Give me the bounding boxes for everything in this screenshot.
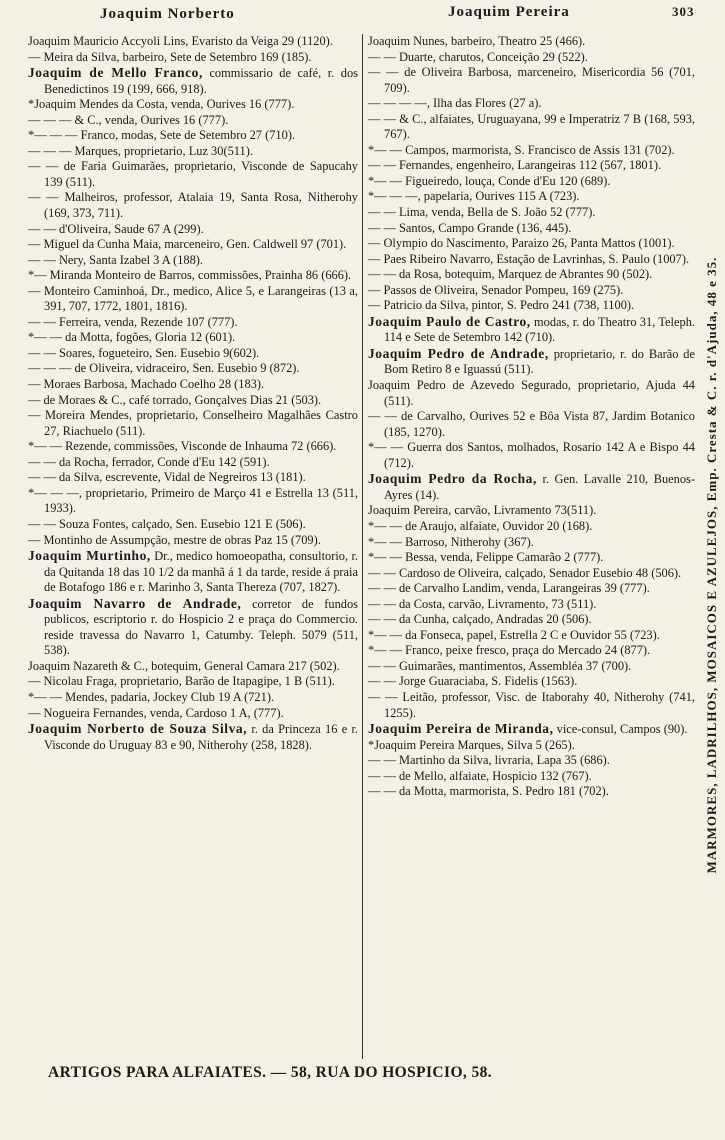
directory-entry <box>368 784 695 800</box>
directory-entry <box>368 721 695 738</box>
entry-text: — — de Carvalho Landim, venda, Larangeiras 39 (777). <box>368 581 650 596</box>
entry-text: *— — —, papelaria, Ourives 115 A (723). <box>368 189 580 204</box>
entry-text: — Patricio da Silva, pintor, S. Pedro 241 (738, 1100). <box>368 298 635 313</box>
entry-text: proprietario, r. do Barão de Bom Retiro 8 e Iguassú (511). <box>384 346 695 377</box>
entry-text: — — — de Oliveira, vidraceiro, Sen. Eusebio 9 (872). <box>28 361 300 376</box>
entry-text: — Montinho de Assumpção, mestre de obras Paz 15 (709). <box>28 532 321 547</box>
directory-entry <box>368 566 695 582</box>
entry-text: — — da Costa, carvão, Livramento, 73 (511). <box>368 596 597 611</box>
column-divider <box>362 34 363 1059</box>
directory-entry <box>28 706 358 722</box>
entry-text: Joaquim Pereira, carvão, Livramento 73(511). <box>368 503 597 518</box>
directory-entry <box>368 283 695 299</box>
entry-text: — Miguel da Cunha Maia, marceneiro, Gen. Caldwell 97 (701). <box>28 237 347 252</box>
left-column <box>28 34 358 1059</box>
directory-entry <box>28 346 358 362</box>
directory-entry <box>28 253 358 269</box>
entry-text: — Paes Ribeiro Navarro, Estação de Lavrinhas, S. Paulo (1007). <box>368 251 690 266</box>
entry-text: *— — de Araujo, alfaiate, Ouvidor 20 (168). <box>368 518 593 533</box>
directory-entry <box>368 143 695 159</box>
directory-entry <box>28 439 358 455</box>
entry-text: Joaquim Nunes, barbeiro, Theatro 25 (466). <box>368 34 586 48</box>
header-left: Joaquim Norberto <box>100 6 235 22</box>
directory-entry <box>368 409 695 440</box>
directory-entry <box>28 361 358 377</box>
directory-entry <box>28 408 358 439</box>
entry-text: — Moreira Mendes, proprietario, Conselheiro Magalhães Castro 27, Riachuelo (511). <box>28 408 358 438</box>
directory-entry <box>28 330 358 346</box>
entry-text: *— — Bessa, venda, Felippe Camarão 2 (777). <box>368 550 604 565</box>
entry-text: Joaquim Pedro de Azevedo Segurado, proprietario, Ajuda 44 (511). <box>368 378 695 408</box>
entry-text: — Moraes Barbosa, Machado Coelho 28 (183). <box>28 377 265 392</box>
entry-name: Joaquim Navarro de Andrade, <box>28 595 242 611</box>
entry-text: — — da Silva, escrevente, Vidal de Negreiros 13 (181). <box>28 470 306 485</box>
directory-entry <box>28 50 358 66</box>
entry-text: — — de Carvalho, Ourives 52 e Bôa Vista 87, Jardim Botanico (185, 1270). <box>368 409 695 439</box>
directory-entry <box>28 674 358 690</box>
entry-text: *— — da Motta, fogões, Gloria 12 (601). <box>28 330 236 345</box>
directory-entry <box>368 236 695 252</box>
entry-text: Dr., medico homoeopatha, consultorio, r. da Quitanda 18 das 10 1/2 da manhã á 1 da tarde, reside á praia de Botafogo 186 e r. Marinho 3, Santa Thereza (707, 1827). <box>44 549 358 595</box>
directory-entry <box>368 174 695 190</box>
entry-text: — — Santos, Campo Grande (136, 445). <box>368 220 572 235</box>
side-advertisement <box>701 40 723 1090</box>
entry-text: — — Nery, Santa Izabel 3 A (188). <box>28 252 204 267</box>
directory-entry <box>28 690 358 706</box>
entry-text: — Monteiro Caminhoá, Dr., medico, Alice 5, e Larangeiras (13 a, 391, 707, 1772, 1801, 1816). <box>28 283 358 314</box>
directory-entry <box>28 721 358 753</box>
directory-entry <box>28 128 358 144</box>
directory-entry <box>28 517 358 533</box>
entry-name: Joaquim Pedro da Rocha, <box>368 471 537 487</box>
directory-entry <box>368 50 695 66</box>
directory-entry <box>368 769 695 785</box>
entry-text: — Passos de Oliveira, Senador Pompeu, 169 (275). <box>368 282 624 297</box>
entry-text: Joaquim Nazareth & C., botequim, General Camara 217 (502). <box>28 658 340 673</box>
right-column <box>368 34 695 1059</box>
entry-text: *— — — Franco, modas, Sete de Setembro 27 (710). <box>28 128 296 143</box>
directory-entry <box>368 471 695 503</box>
directory-entry <box>368 674 695 690</box>
directory-entry <box>28 268 358 284</box>
entry-text: — — Soares, fogueteiro, Sen. Eusebio 9(602). <box>28 345 260 360</box>
entry-text: *Joaquim Pereira Marques, Silva 5 (265). <box>368 737 575 752</box>
directory-entry <box>368 158 695 174</box>
entry-text: — — Martinho da Silva, livraria, Lapa 35 (686). <box>368 753 610 768</box>
directory-entry <box>28 659 358 675</box>
entry-text: — — — Marques, proprietario, Luz 30(511). <box>28 143 253 158</box>
entry-text: — — d'Oliveira, Saude 67 A (299). <box>28 221 204 236</box>
directory-entry <box>368 252 695 268</box>
entry-text: — — de Faria Guimarães, proprietario, Visconde de Sapucahy 139 (511). <box>28 159 358 189</box>
entry-text: — — Leitão, professor, Visc. de Itaborahy 40, Nitherohy (741, 1255). <box>368 689 695 720</box>
entry-text: — — da Motta, marmorista, S. Pedro 181 (702). <box>368 784 609 799</box>
directory-entry <box>28 144 358 160</box>
entry-text: corretor de fundos publicos, escriptorio r. do Hospicio 2 e praça do Commercio. reside travessa do Navarro 1, Catumby. Teleph. 5079 (511, 538). <box>44 596 358 658</box>
entry-text: — — — —, Ilha das Flores (27 a). <box>368 96 542 111</box>
directory-entry <box>368 112 695 143</box>
directory-entry <box>368 628 695 644</box>
entry-text: *— — Figueiredo, louça, Conde d'Eu 120 (689). <box>368 173 611 188</box>
entry-text: r. Gen. Lavalle 210, Buenos-Ayres (14). <box>384 472 695 502</box>
directory-entry <box>28 222 358 238</box>
entry-text: — — Malheiros, professor, Atalaia 19, Santa Rosa, Nitherohy (169, 373, 711). <box>28 190 358 221</box>
entry-text: *— — Mendes, padaria, Jockey Club 19 A (721). <box>28 689 275 704</box>
directory-entry <box>368 550 695 566</box>
entry-text: — — Duarte, charutos, Conceição 29 (522). <box>368 49 588 64</box>
directory-entry <box>368 189 695 205</box>
entry-text: — — de Mello, alfaiate, Hospicio 132 (767). <box>368 768 592 783</box>
entry-text: — Meira da Silva, barbeiro, Sete de Setembro 169 (185). <box>28 49 312 64</box>
directory-entry <box>28 34 358 50</box>
entry-text: — — da Rocha, ferrador, Conde d'Eu 142 (591). <box>28 454 270 469</box>
entry-text: *— — —, proprietario, Primeiro de Março 41 e Estrella 13 (511, 1933). <box>28 485 358 516</box>
directory-entry <box>28 548 358 596</box>
directory-entry <box>368 221 695 237</box>
directory-entry <box>368 267 695 283</box>
side-ad-text: MARMORES, LADRILHOS, MOSAICOS E AZULEJOS, Emp. Cresta & C. r. d'Ajuda, 48 e 35. <box>704 256 719 874</box>
directory-entry <box>28 237 358 253</box>
directory-entry <box>368 519 695 535</box>
directory-entry <box>368 535 695 551</box>
directory-entry <box>368 581 695 597</box>
entry-text: — — Cardoso de Oliveira, calçado, Senador Eusebio 48 (506). <box>368 565 682 580</box>
directory-entry <box>368 597 695 613</box>
running-header <box>0 0 700 26</box>
entry-name: Joaquim de Mello Franco, <box>28 65 203 81</box>
page-number: 303 <box>672 4 695 19</box>
entry-text: *— Miranda Monteiro de Barros, commissões, Prainha 86 (666). <box>28 268 352 283</box>
directory-entry <box>368 690 695 721</box>
directory-entry <box>28 596 358 659</box>
directory-entry <box>28 486 358 517</box>
directory-entry <box>368 65 695 96</box>
entry-text: — Olympio do Nascimento, Paraizo 26, Panta Mattos (1001). <box>368 236 675 251</box>
entry-text: *Joaquim Mendes da Costa, venda, Ourives 16 (777). <box>28 97 295 112</box>
entry-text: *— — da Fonseca, papel, Estrella 2 C e Ouvidor 55 (723). <box>368 627 660 642</box>
entry-text: *— — Guerra dos Santos, molhados, Rosario 142 A e Bispo 44 (712). <box>368 440 695 470</box>
entry-text: — — da Cunha, calçado, Andradas 20 (506). <box>368 612 592 627</box>
entry-name: Joaquim Pereira de Miranda, <box>368 721 554 737</box>
directory-entry <box>28 190 358 221</box>
entry-name: Joaquim Murtinho, <box>28 548 151 564</box>
directory-entry <box>28 284 358 315</box>
directory-entry <box>28 159 358 190</box>
entry-text: — — & C., alfaiates, Uruguayana, 99 e Imperatriz 7 B (168, 593, 767). <box>368 111 695 142</box>
entry-name: Joaquim Pedro de Andrade, <box>368 345 549 361</box>
directory-entry <box>28 533 358 549</box>
directory-entry <box>368 378 695 409</box>
directory-entry <box>368 738 695 754</box>
entry-text: modas, r. do Theatro 31, Teleph. 114 e Sete de Setembro 142 (710). <box>384 314 695 345</box>
directory-entry <box>368 346 695 378</box>
directory-entry <box>28 315 358 331</box>
entry-text: — — — & C., venda, Ourives 16 (777). <box>28 112 229 127</box>
directory-entry <box>368 298 695 314</box>
directory-entry <box>28 393 358 409</box>
directory-entry <box>368 753 695 769</box>
directory-entry <box>368 612 695 628</box>
directory-entry <box>28 113 358 129</box>
entry-text: — — de Oliveira Barbosa, marceneiro, Misericordia 56 (701, 709). <box>368 65 695 95</box>
entry-text: vice-consul, Campos (90). <box>556 722 688 737</box>
entry-text: Joaquim Mauricio Accyoli Lins, Evaristo da Veiga 29 (1120). <box>28 34 333 48</box>
entry-name: Joaquim Norberto de Souza Silva, <box>28 721 248 737</box>
entry-text: commissario de café, r. dos Benedictinos 19 (199, 666, 918). <box>44 66 358 96</box>
entry-text: *— — Barroso, Nitherohy (367). <box>368 534 534 549</box>
entry-text: — — Guimarães, mantimentos, Assembléa 37 (700). <box>368 658 632 673</box>
directory-entry <box>368 503 695 519</box>
directory-entry <box>28 65 358 97</box>
header-right: Joaquim Pereira <box>448 4 570 20</box>
directory-entry <box>368 314 695 346</box>
entry-text: — — Souza Fontes, calçado, Sen. Eusebio 121 E (506). <box>28 516 306 531</box>
entry-text: — — Fernandes, engenheiro, Larangeiras 112 (567, 1801). <box>368 158 662 173</box>
directory-entry <box>368 34 695 50</box>
entry-text: — — da Rosa, botequim, Marquez de Abrantes 90 (502). <box>368 267 653 282</box>
entry-text: — Nogueira Fernandes, venda, Cardoso 1 A, (777). <box>28 705 284 720</box>
directory-entry <box>28 455 358 471</box>
directory-entry <box>28 377 358 393</box>
entry-text: — de Moraes & C., café torrado, Gonçalves Dias 21 (503). <box>28 392 322 407</box>
directory-entry <box>368 205 695 221</box>
directory-entry <box>368 440 695 471</box>
entry-text: — Nicolau Fraga, proprietario, Barão de Itapagipe, 1 B (511). <box>28 674 335 689</box>
entry-text: — — Lima, venda, Bella de S. João 52 (777). <box>368 205 596 220</box>
entry-text: *— — Rezende, commissões, Visconde de Inhauma 72 (666). <box>28 439 337 454</box>
entry-text: *— — Campos, marmorista, S. Francisco de Assis 131 (702). <box>368 142 675 157</box>
directory-entry <box>368 659 695 675</box>
entry-text: r. da Princeza 16 e r. Visconde do Uruguay 83 e 90, Nitherohy (258, 1828). <box>44 722 358 752</box>
directory-entry <box>28 470 358 486</box>
directory-entry <box>368 643 695 659</box>
entry-text: *— — Franco, peixe fresco, praça do Mercado 24 (877). <box>368 643 651 658</box>
footer-advertisement: ARTIGOS PARA ALFAIATES. — 58, RUA DO HOSPICIO, 58. <box>48 1064 493 1081</box>
directory-entry <box>28 97 358 113</box>
entry-text: — — Ferreira, venda, Rezende 107 (777). <box>28 314 238 329</box>
directory-entry <box>368 96 695 112</box>
entry-name: Joaquim Paulo de Castro, <box>368 313 531 329</box>
entry-text: — — Jorge Guaraciaba, S. Fidelis (1563). <box>368 674 578 689</box>
